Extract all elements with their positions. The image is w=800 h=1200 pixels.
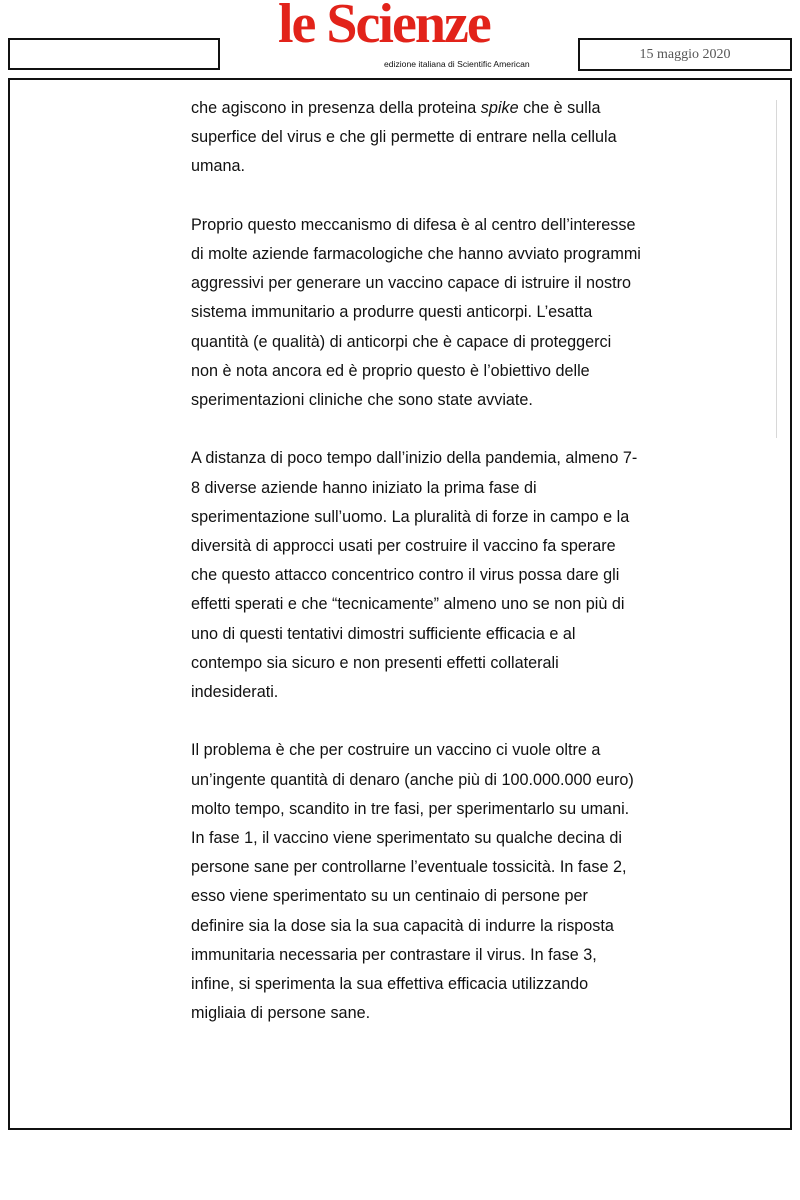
article-paragraph-3: A distanza di poco tempo dall’inizio della pandemia, almeno 7-8 diverse aziende hanno iniziato la prima fase di sperimentazione sull’uomo. La pluralità di forze in campo e la diversità di approcci usati per costruire il vaccino fa sperare che questo attacco concentrico contro il virus possa dare gli effetti sperati e che “tecnicamente” almeno uno se non più di uno di questi tentativi dimostri sufficiente efficacia e al contempo sia sicuro e non presenti effetti collaterali indesiderati. <box>191 449 638 702</box>
article-paragraph-2: Proprio questo meccanismo di difesa è al centro dell’interesse di molte aziende farmacologiche che hanno avviato programmi aggressivi per generare un vaccino capace di istruire il nostro sistema immunitario a produrre questi anticorpi. L’esatta quantità (e qualità) di anticorpi che è capace di proteggerci non è nota ancora ed è proprio questo è l’obiettivo delle sperimentazioni cliniche che sono state avviate. <box>191 215 641 410</box>
scroll-track <box>776 100 777 438</box>
brand-title: le Scienze <box>278 0 490 55</box>
article-paragraph-4: Il problema è che per costruire un vaccino ci vuole oltre a un’ingente quantità di denaro (anche più di 100.000.000 euro) molto tempo, scandito in tre fasi, per sperimentarlo su umani. In fase 1, il vaccino viene sperimentato su qualche decina di persone sane per controllarne l’eventuale tossicità. In fase 2, esso viene sperimentato su un centinaio di persone per definire sia la dose sia la sua capacità di indurre la risposta immunitaria necessaria per contrastare il virus. In fase 3, infine, si sperimenta la sua effettiva efficacia utilizzando migliaia di persone sane. <box>191 741 634 1023</box>
date-box <box>578 38 792 71</box>
article-paragraph-1 <box>191 94 641 182</box>
article-body <box>191 94 641 1028</box>
brand-subtitle: edizione italiana di Scientific American <box>384 59 530 69</box>
publication-date: 15 maggio 2020 <box>639 46 731 62</box>
p1-italic-term: spike <box>480 99 519 117</box>
masthead-logo <box>278 2 530 72</box>
p1-text-end: che è sulla superfice del virus e che gli permette di entrare nella cellula umana. <box>191 99 617 176</box>
header-left-box <box>8 38 220 70</box>
p1-text-start: che agiscono in presenza della proteina <box>191 99 481 117</box>
